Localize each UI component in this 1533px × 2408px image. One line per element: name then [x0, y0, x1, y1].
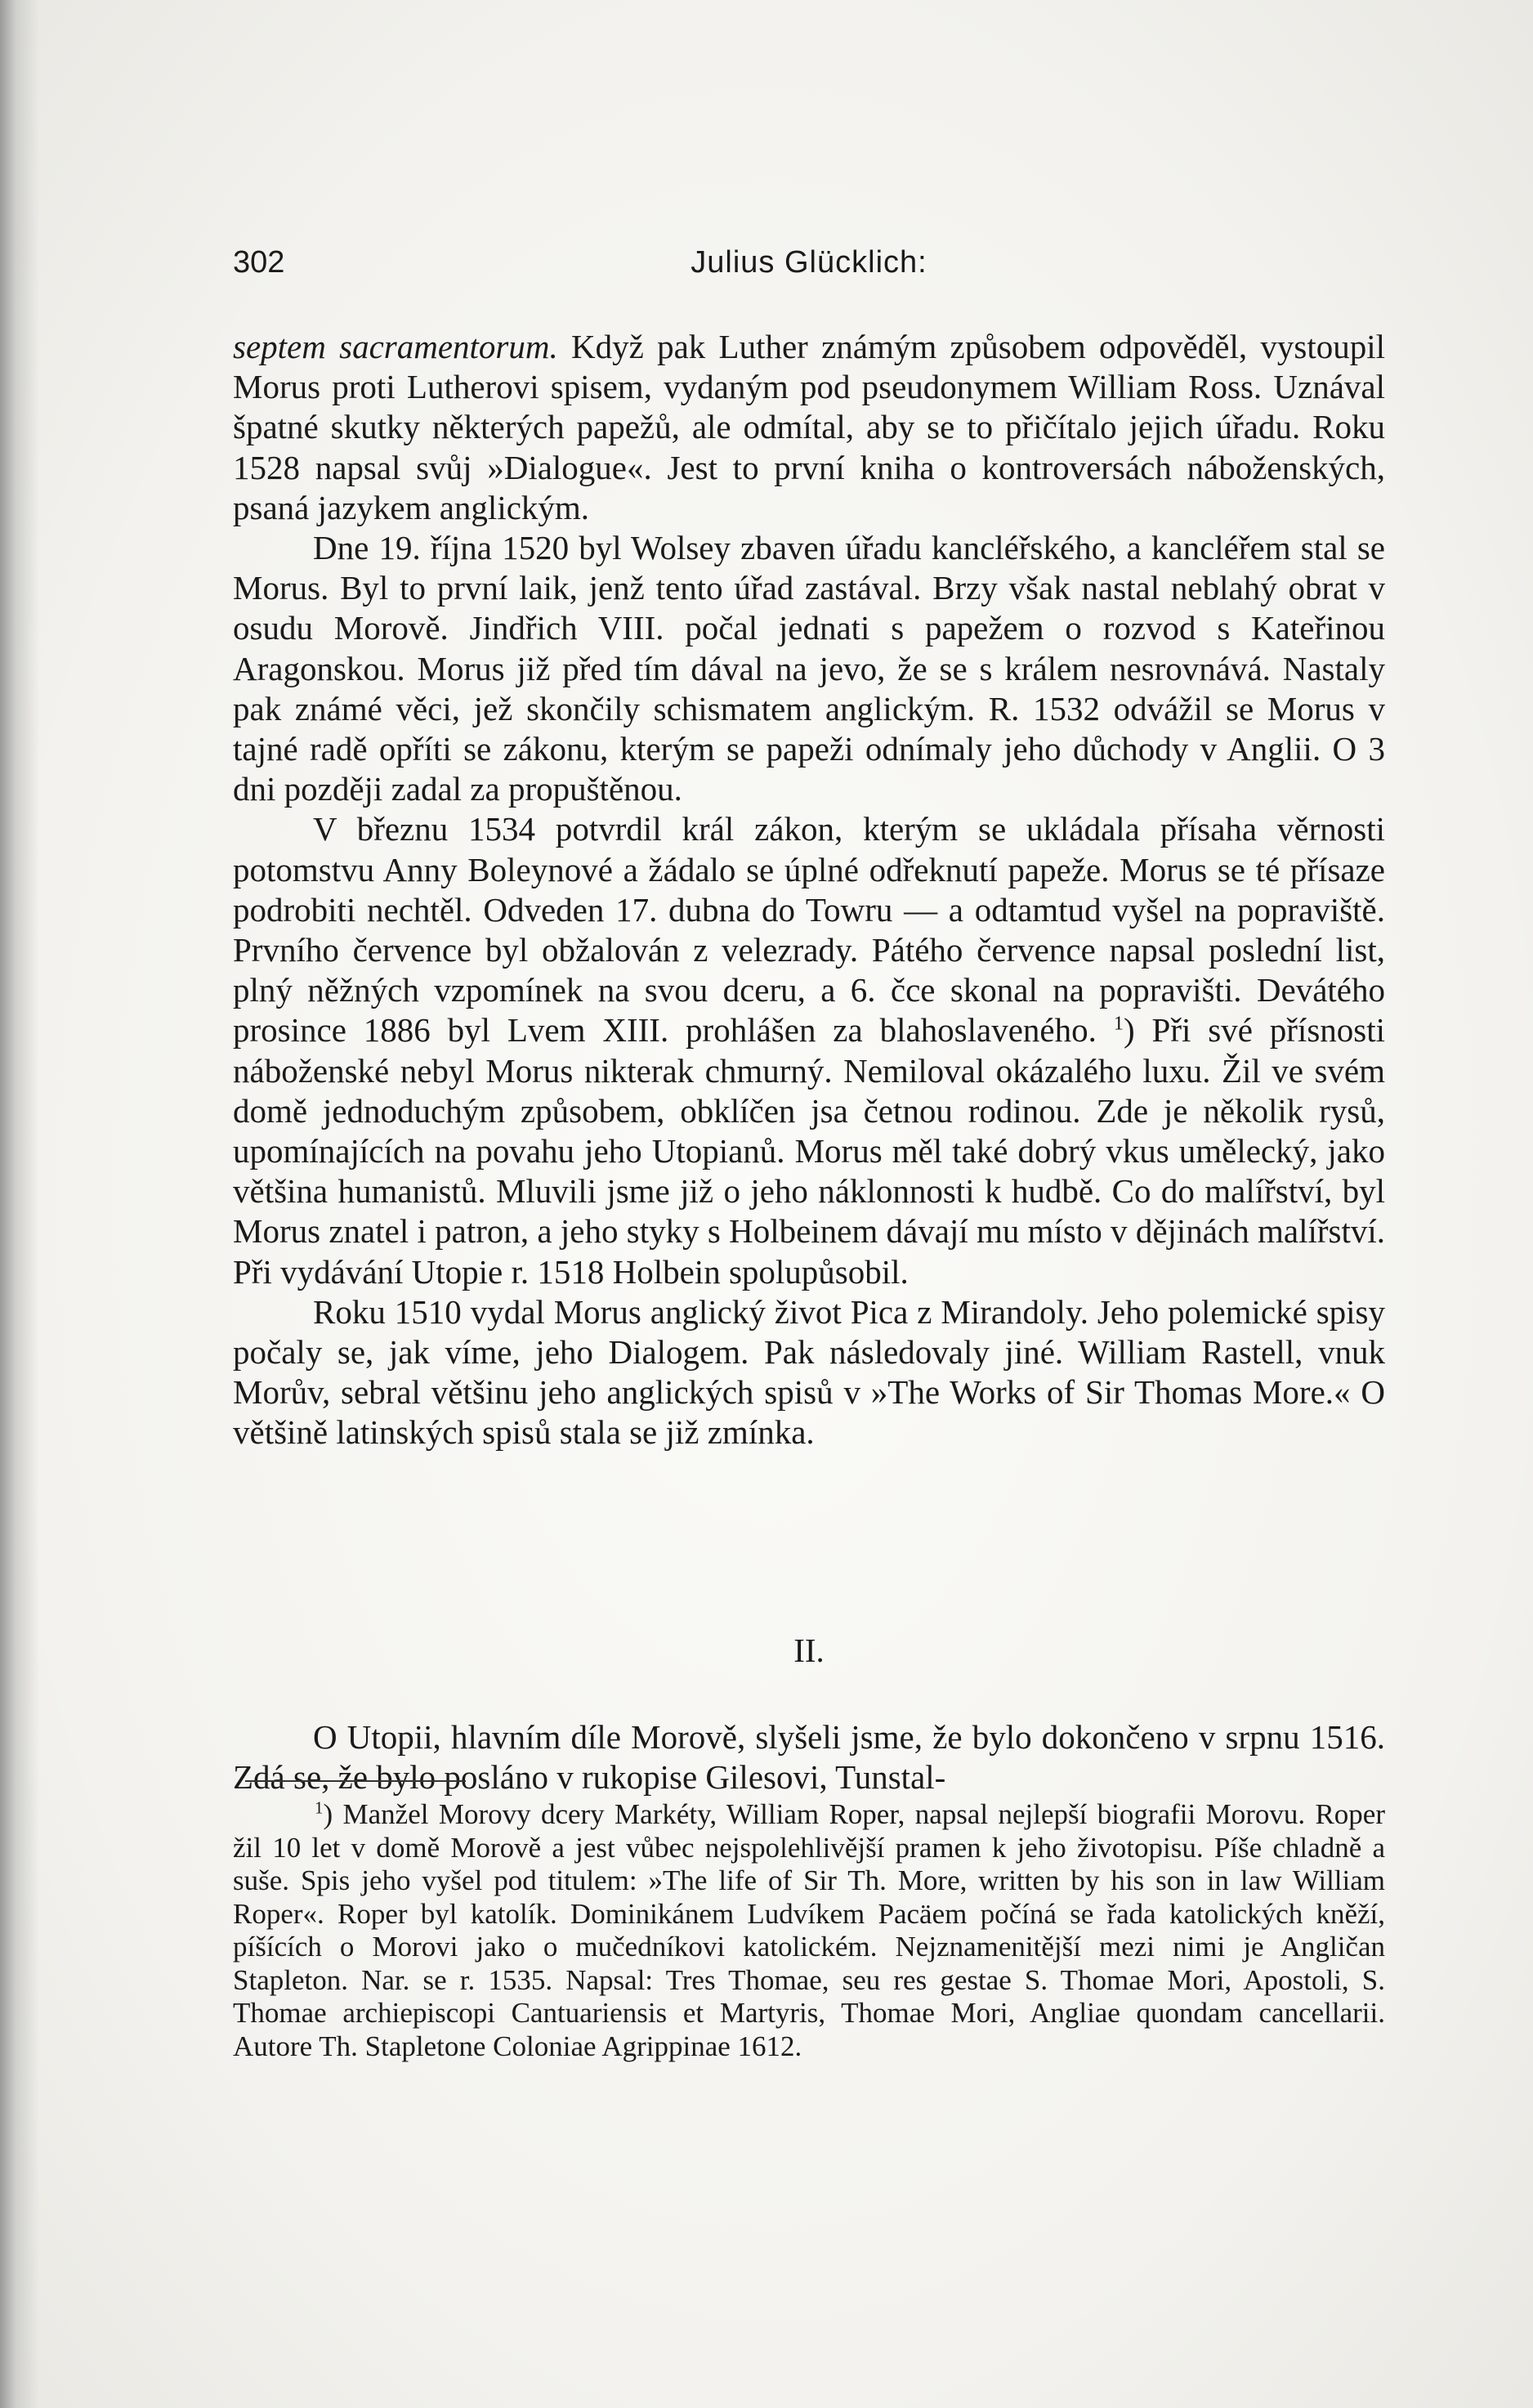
paragraph-text: Roku 1510 vydal Morus anglický život Pica z Mirandoly. Jeho polemické spisy počaly se, jak víme, jeho Dialogem. Pak následovaly jiné. William Rastell, vnuk Morův, sebral většinu jeho anglických spisů v »The Works of Sir Thomas More.« O většině latinských spisů stala se již zmínka.: [233, 1292, 1385, 1452]
footnote-text: ) Manžel Morovy dcery Markéty, William Roper, napsal nejlepší biografii Morovu. Roper žil 10 let v domě Morově a jest vůbec nejspolehlivější pramen k jeho životopisu. Píše chladně a suše. Spis jeho vyšel pod titulem: »The life of Sir Th. More, written by his son in law William Roper«. Roper byl katolík. Dominikánem Ludvíkem Pacäem počíná se řada katolických kněží, píšících o Morovi jako o mučedníkovi katolickém. Nejznamenitější mezi nimi je Angličan Stapleton. Nar. se r. 1535. Napsal: Tres Thomae, seu res gestae S. Thomae Mori, Apostoli, S. Thomae archiepiscopi Cantuariensis et Martyris, Thomae Mori, Angliae quondam cancellarii. Autore Th. Stapletone Coloniae Agrippinae 1612.: [233, 1798, 1385, 2062]
paragraph-text: Když pak Luther známým způsobem odpověděl, vystoupil Morus proti Lutherovi spisem, vydaným pod pseudonymem William Ross. Uznával špatné skutky některých papežů, ale odmítal, aby se to přičítalo jejich úřadu. Roku 1528 napsal svůj »Dialogue«. Jest to první kniha o kontroversách náboženských, psaná jazykem anglickým.: [233, 328, 1385, 526]
paragraph-text: V březnu 1534 potvrdil král zákon, kterým se ukládala přísaha věrnosti potomstvu Anny Boleynové a žádalo se úplné odřeknutí papeže. Morus se té přísaze podrobiti nechtěl. Odveden 17. dubna do Towru — a odtamtud vyšel na popraviště. Prvního července byl obžalován z velezrady. Pátého července napsal poslední list, plný něžných vzpomínek na svou dceru, a 6. čce skonal na popravišti. Devátého prosince 1886 byl Lvem XIII. prohlášen za blahoslaveného.: [233, 810, 1385, 1050]
paragraph-1: [233, 327, 1385, 528]
main-text: [233, 327, 1385, 1453]
footnote-paragraph: [233, 1798, 1385, 2063]
italic-phrase: septem sacramentorum.: [233, 328, 558, 365]
page-edge-shadow: [0, 0, 39, 2408]
section-heading: II.: [793, 1631, 825, 1669]
paragraph-text: Dne 19. října 1520 byl Wolsey zbaven úřadu kancléřského, a kancléřem stal se Morus. Byl to první laik, jenž tento úřad zastával. Brzy však nastal neblahý obrat v osudu Morově. Jindřich VIII. počal jednati s papežem o rozvod s Kateřinou Aragonskou. Morus již před tím dával na jevo, že se s králem nesrovnává. Nastaly pak známé věci, jež skončily schismatem anglickým. R. 1532 odvážil se Morus v tajné radě opříti se zákonu, kterým se papeži odnímaly jeho důchody v Anglii. O 3 dni později zadal za propuštěnou.: [233, 529, 1385, 808]
paragraph-5: [233, 1717, 1385, 1797]
paragraph-text: O Utopii, hlavním díle Morově, slyšeli jsme, že bylo dokončeno v srpnu 1516. Zdá se, že bylo posláno v rukopise Gilesovi, Tunstal-: [233, 1718, 1385, 1797]
footnote-divider: [245, 1780, 466, 1782]
footnote-marker: 1: [315, 1797, 324, 1818]
running-title: Julius Glücklich:: [691, 245, 927, 280]
page-header: [233, 245, 1385, 286]
paragraph-3: [233, 809, 1385, 1291]
paragraph-2: [233, 528, 1385, 809]
paragraph-text: ) Při své přísnosti náboženské nebyl Morus nikterak chmurný. Nemiloval okázalého luxu. Žil ve svém domě jednoduchým způsobem, obklíčen jsa četnou rodinou. Zde je několik rysů, upomínajících na povahu jeho Utopianů. Morus měl také dobrý vkus umělecký, jako většina humanistů. Mluvili jsme již o jeho náklonnosti k hudbě. Co do malířství, byl Morus znatel i patron, a jeho styky s Holbeinem dávají mu místo v dějinách malířství. Při vydávání Utopie r. 1518 Holbein spolupůsobil.: [233, 1011, 1386, 1291]
footnote-reference[interactable]: 1: [1113, 1012, 1124, 1035]
footnote: [233, 1798, 1385, 2063]
paragraph-4: [233, 1292, 1385, 1453]
page-number: 302: [233, 245, 285, 280]
